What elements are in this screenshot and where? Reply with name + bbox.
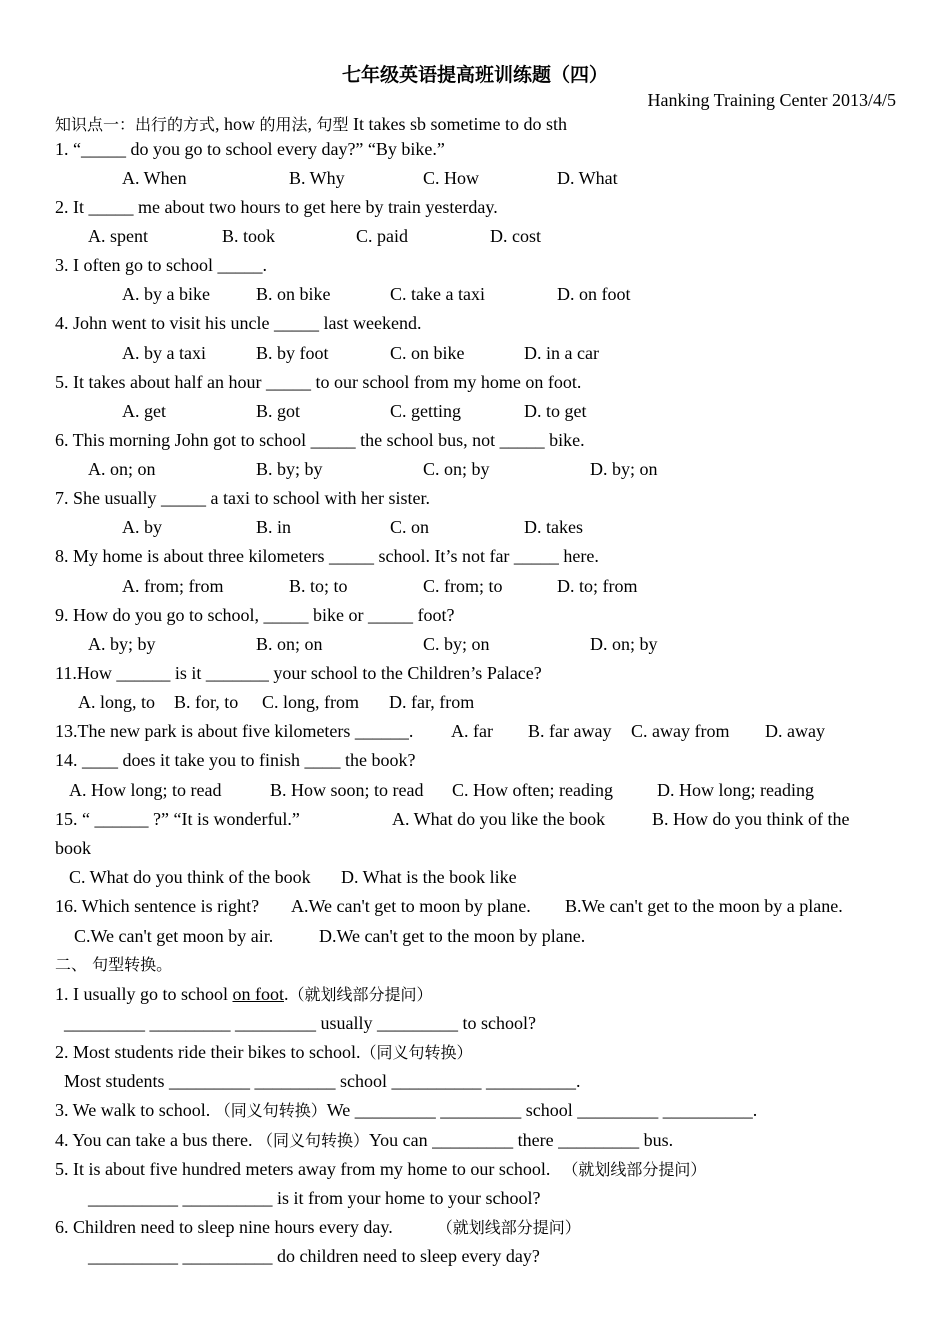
question-8-stem: 8. My home is about three kilometers _____ school. It’s not far _____ here. bbox=[55, 546, 599, 566]
question-4-option-b: B. by foot bbox=[256, 343, 329, 363]
section1-heading-cn2: 的用法 bbox=[259, 115, 308, 134]
question-5-stem: 5. It takes about half an hour _____ to our school from my home on foot. bbox=[55, 372, 582, 392]
transform-5 bbox=[55, 1157, 706, 1182]
question-2-option-c: C. paid bbox=[356, 226, 408, 246]
question-4-option-c: C. on bike bbox=[390, 343, 465, 363]
transform-4 bbox=[55, 1128, 673, 1153]
question-14-stem: 14. ____ does it take you to finish ____ the book? bbox=[55, 750, 416, 770]
question-14-option-b: B. How soon; to read bbox=[270, 780, 424, 800]
question-14-option-d: D. How long; reading bbox=[657, 780, 814, 800]
question-3-option-c: C. take a taxi bbox=[390, 284, 485, 304]
transform-3 bbox=[55, 1098, 757, 1123]
question-2-stem: 2. It _____ me about two hours to get here by train yesterday. bbox=[55, 197, 498, 217]
question-8-option-c: C. from; to bbox=[423, 576, 503, 596]
transform-3-pre: 3. We walk to school. bbox=[55, 1100, 215, 1120]
question-1-option-c: C. How bbox=[423, 168, 480, 188]
transform-1-note: （就划线部分提问） bbox=[288, 985, 433, 1004]
question-2-option-b: B. took bbox=[222, 226, 276, 246]
question-9-option-d: D. on; by bbox=[590, 634, 658, 654]
question-3-option-d: D. on foot bbox=[557, 284, 631, 304]
header-center-date: Hanking Training Center 2013/4/5 bbox=[647, 90, 896, 110]
question-7-stem: 7. She usually _____ a taxi to school with her sister. bbox=[55, 488, 430, 508]
question-7-option-b: B. in bbox=[256, 517, 292, 537]
section2-heading: 二、 句型转换。 bbox=[55, 955, 173, 974]
question-1-stem: 1. “_____ do you go to school every day?” “By bike.” bbox=[55, 139, 445, 159]
question-15-option-d: D. What is the book like bbox=[341, 867, 517, 887]
question-9-option-c: C. by; on bbox=[423, 634, 490, 654]
transform-6-text: 6. Children need to sleep nine hours every day. bbox=[55, 1217, 393, 1237]
question-15-option-c: C. What do you think of the book bbox=[69, 867, 311, 887]
question-11-stem: 11.How ______ is it _______ your school to the Children’s Palace? bbox=[55, 663, 542, 683]
question-16-stem: 16. Which sentence is right? bbox=[55, 896, 260, 916]
question-14-option-c: C. How often; reading bbox=[452, 780, 613, 800]
question-13-option-a: A. far bbox=[451, 721, 493, 741]
section1-heading-cn: 知识点一：出行的方式 bbox=[55, 115, 216, 134]
question-9-option-a: A. by; by bbox=[88, 634, 156, 654]
question-9-stem: 9. How do you go to school, _____ bike or _____ foot? bbox=[55, 605, 455, 625]
section1-heading-sep1: , how bbox=[215, 114, 260, 134]
question-8-option-d: D. to; from bbox=[557, 576, 638, 596]
transform-2 bbox=[55, 1040, 473, 1065]
question-16-option-b: B.We can't get to the moon by a plane. bbox=[565, 896, 843, 916]
transform-1-post: . bbox=[284, 984, 289, 1004]
section1-heading bbox=[55, 112, 567, 137]
question-15-stem: 15. “ ______ ?” “It is wonderful.” bbox=[55, 809, 300, 829]
question-4-option-d: D. in a car bbox=[524, 343, 599, 363]
question-3-option-a: A. by a bike bbox=[122, 284, 210, 304]
question-7-option-a: A. by bbox=[122, 517, 162, 537]
question-13-stem: 13.The new park is about five kilometers ______. bbox=[55, 721, 414, 741]
transform-2-answer: Most students _________ _________ school __________ __________. bbox=[64, 1071, 581, 1091]
question-1-option-b: B. Why bbox=[289, 168, 345, 188]
question-6-option-d: D. by; on bbox=[590, 459, 658, 479]
question-7-option-c: C. on bbox=[390, 517, 430, 537]
transform-1-answer: _________ _________ _________ usually _________ to school? bbox=[64, 1013, 536, 1033]
question-15-option-b: B. How do you think of the bbox=[652, 809, 850, 829]
transform-5-text: 5. It is about five hundred meters away from my home to our school. bbox=[55, 1159, 551, 1179]
question-1-option-d: D. What bbox=[557, 168, 618, 188]
question-3-stem: 3. I often go to school _____. bbox=[55, 255, 267, 275]
transform-5-note: （就划线部分提问） bbox=[562, 1160, 707, 1179]
question-11-option-b: B. for, to bbox=[174, 692, 239, 712]
transform-4-post: You can _________ there _________ bus. bbox=[368, 1130, 674, 1150]
transform-4-note: （同义句转换） bbox=[256, 1131, 369, 1150]
question-15-option-a: A. What do you like the book bbox=[392, 809, 606, 829]
transform-5-answer: __________ __________ is it from your home to your school? bbox=[88, 1188, 541, 1208]
transform-1 bbox=[55, 982, 433, 1007]
question-13-option-d: D. away bbox=[765, 721, 825, 741]
question-16-option-d: D.We can't get to the moon by plane. bbox=[319, 926, 586, 946]
question-11-option-c: C. long, from bbox=[262, 692, 359, 712]
question-5-option-c: C. getting bbox=[390, 401, 461, 421]
question-11-option-d: D. far, from bbox=[389, 692, 475, 712]
question-8-option-a: A. from; from bbox=[122, 576, 224, 596]
transform-2-note: （同义句转换） bbox=[360, 1043, 473, 1062]
question-13-option-b: B. far away bbox=[528, 721, 612, 741]
question-4-option-a: A. by a taxi bbox=[122, 343, 206, 363]
question-5-option-b: B. got bbox=[256, 401, 301, 421]
question-2-option-d: D. cost bbox=[490, 226, 541, 246]
question-2-option-a: A. spent bbox=[88, 226, 148, 246]
question-6-stem: 6. This morning John got to school _____ the school bus, not _____ bike. bbox=[55, 430, 585, 450]
transform-1-underlined: on foot bbox=[232, 984, 284, 1004]
page-title: 七年级英语提高班训练题（四） bbox=[341, 64, 608, 86]
question-15-option-b-continued: book bbox=[55, 838, 91, 858]
question-6-option-c: C. on; by bbox=[423, 459, 490, 479]
transform-6-answer: __________ __________ do children need to sleep every day? bbox=[88, 1246, 540, 1266]
section1-heading-en: It takes sb sometime to do sth bbox=[348, 114, 568, 134]
question-7-option-d: D. takes bbox=[524, 517, 583, 537]
question-14-option-a: A. How long; to read bbox=[69, 780, 222, 800]
question-16-option-a: A.We can't get to moon by plane. bbox=[291, 896, 531, 916]
transform-3-post: We _________ _________ school _________ __________. bbox=[326, 1100, 758, 1120]
transform-1-pre: 1. I usually go to school bbox=[55, 984, 233, 1004]
question-9-option-b: B. on; on bbox=[256, 634, 323, 654]
question-1-option-a: A. When bbox=[122, 168, 187, 188]
question-3-option-b: B. on bike bbox=[256, 284, 331, 304]
question-8-option-b: B. to; to bbox=[289, 576, 348, 596]
section1-heading-cn3: 句型 bbox=[316, 115, 349, 134]
question-6-option-a: A. on; on bbox=[88, 459, 156, 479]
question-11-option-a: A. long, to bbox=[78, 692, 156, 712]
question-13-option-c: C. away from bbox=[631, 721, 730, 741]
question-6-option-b: B. by; by bbox=[256, 459, 323, 479]
transform-6-note: （就划线部分提问） bbox=[436, 1218, 581, 1237]
transform-2-text: 2. Most students ride their bikes to school. bbox=[55, 1042, 361, 1062]
transform-6 bbox=[55, 1215, 581, 1240]
section1-heading-sep2: , bbox=[307, 114, 317, 134]
transform-3-note: （同义句转换） bbox=[214, 1101, 327, 1120]
transform-4-pre: 4. You can take a bus there. bbox=[55, 1130, 257, 1150]
question-4-stem: 4. John went to visit his uncle _____ last weekend. bbox=[55, 313, 422, 333]
question-5-option-d: D. to get bbox=[524, 401, 587, 421]
question-16-option-c: C.We can't get moon by air. bbox=[74, 926, 274, 946]
question-5-option-a: A. get bbox=[122, 401, 166, 421]
